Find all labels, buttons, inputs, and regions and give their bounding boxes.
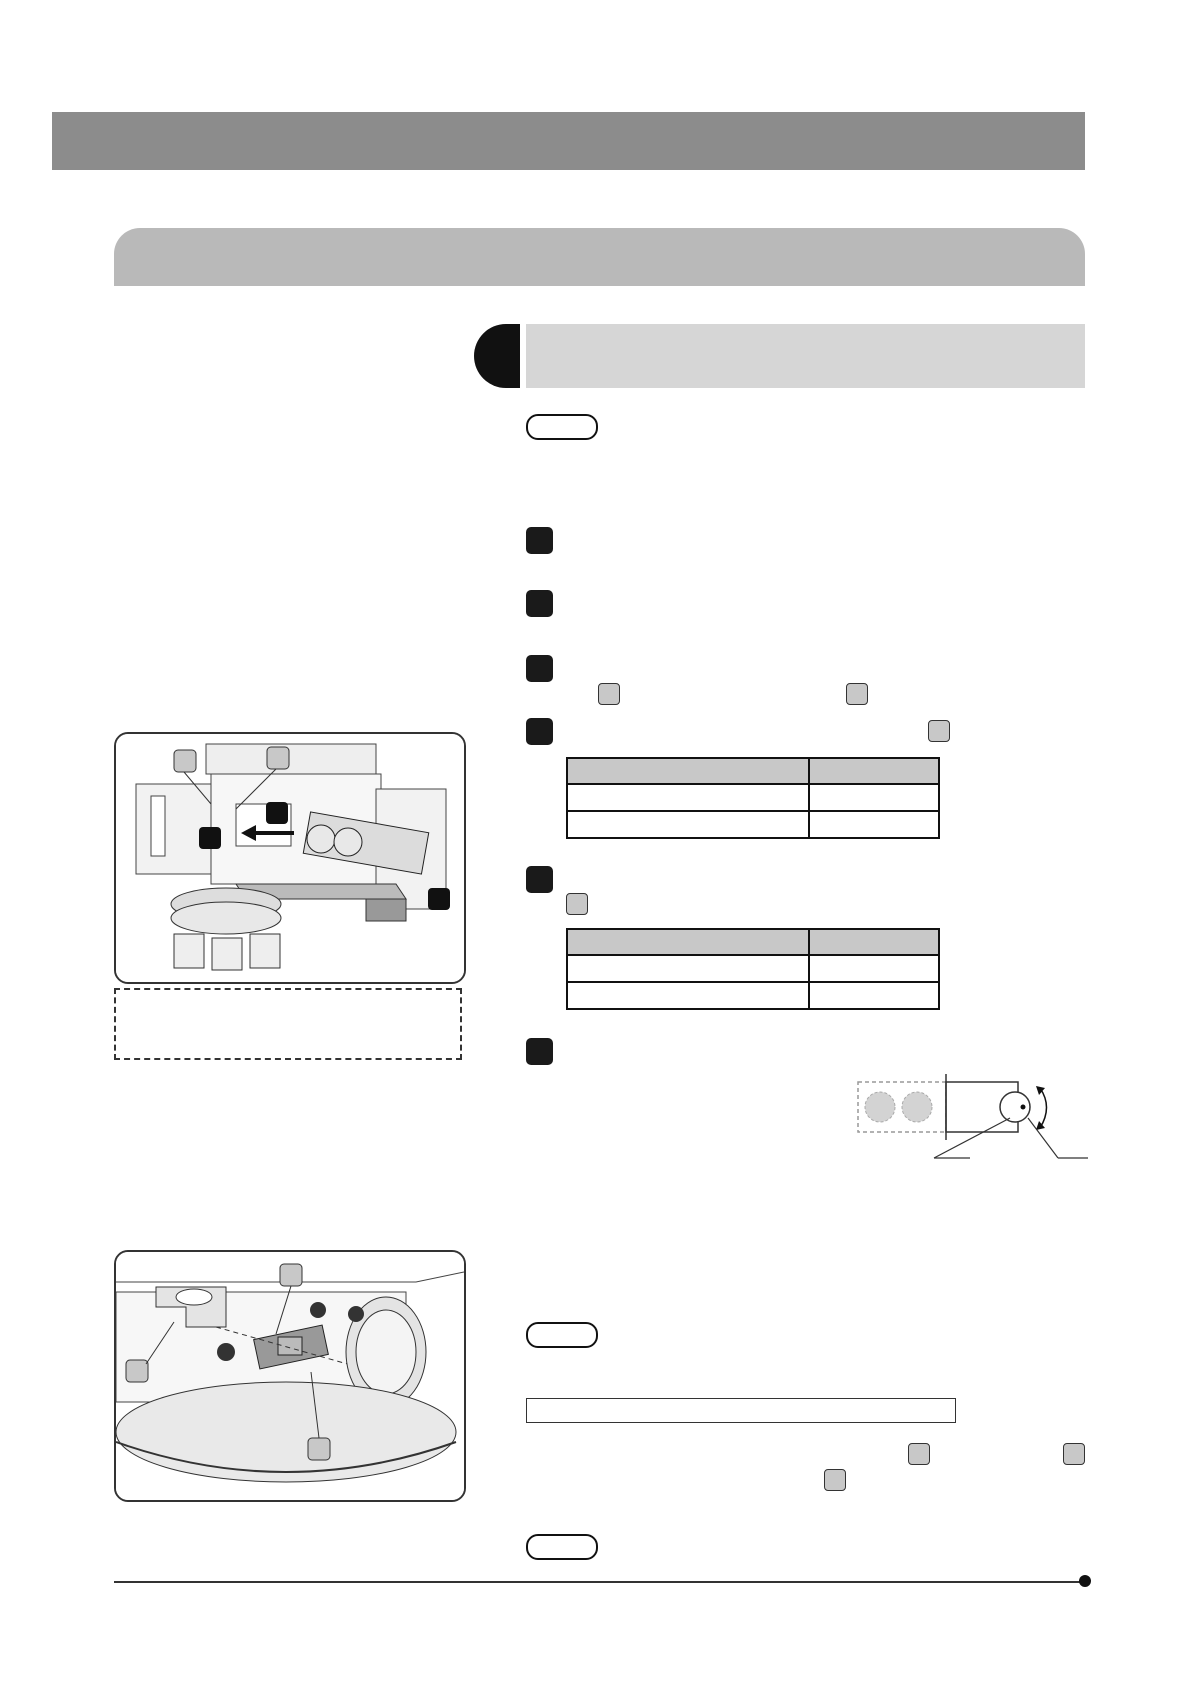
footer-rule <box>114 1581 1084 1583</box>
table-row <box>567 811 939 838</box>
table-header-cell <box>567 758 809 784</box>
table-cell <box>567 784 809 811</box>
table-cell <box>567 811 809 838</box>
note-badge <box>526 1322 598 1348</box>
reference-marker <box>824 1469 846 1491</box>
step-marker-1 <box>526 527 553 554</box>
microscope-stopper-screw-illustration <box>114 1250 466 1502</box>
microscope-filter-slider-illustration <box>114 732 466 984</box>
table-cell <box>567 982 809 1009</box>
table-header-cell <box>809 929 939 955</box>
section-title-band <box>114 228 1085 286</box>
table-header-row <box>567 929 939 955</box>
reference-marker <box>1063 1443 1085 1465</box>
reference-marker <box>928 720 950 742</box>
table-cell <box>809 784 939 811</box>
table-cell <box>809 982 939 1009</box>
reference-marker <box>846 683 868 705</box>
table-row <box>567 784 939 811</box>
reference-marker <box>908 1443 930 1465</box>
table-cell <box>809 811 939 838</box>
step-marker-2 <box>526 590 553 617</box>
table-cell <box>567 955 809 982</box>
table-row <box>567 982 939 1009</box>
callout-box <box>114 988 462 1060</box>
page-end-dot-icon <box>1079 1575 1091 1587</box>
blank-frame <box>526 1398 956 1423</box>
spec-table-2 <box>566 928 940 1010</box>
subsection-tab <box>474 324 520 388</box>
table-row <box>567 955 939 982</box>
table-cell <box>809 955 939 982</box>
reference-marker <box>598 683 620 705</box>
subsection-title-band <box>526 324 1085 388</box>
step-marker-4 <box>526 718 553 745</box>
step-marker-5 <box>526 866 553 893</box>
table-header-row <box>567 758 939 784</box>
step-marker-6 <box>526 1038 553 1065</box>
table-header-cell <box>809 758 939 784</box>
reference-marker <box>566 893 588 915</box>
table-header-cell <box>567 929 809 955</box>
step-marker-3 <box>526 655 553 682</box>
filter-slider-orientation-diagram <box>850 1070 1090 1160</box>
spec-table-1 <box>566 757 940 839</box>
note-badge <box>526 414 598 440</box>
note-badge <box>526 1534 598 1560</box>
header-bar <box>52 112 1085 170</box>
